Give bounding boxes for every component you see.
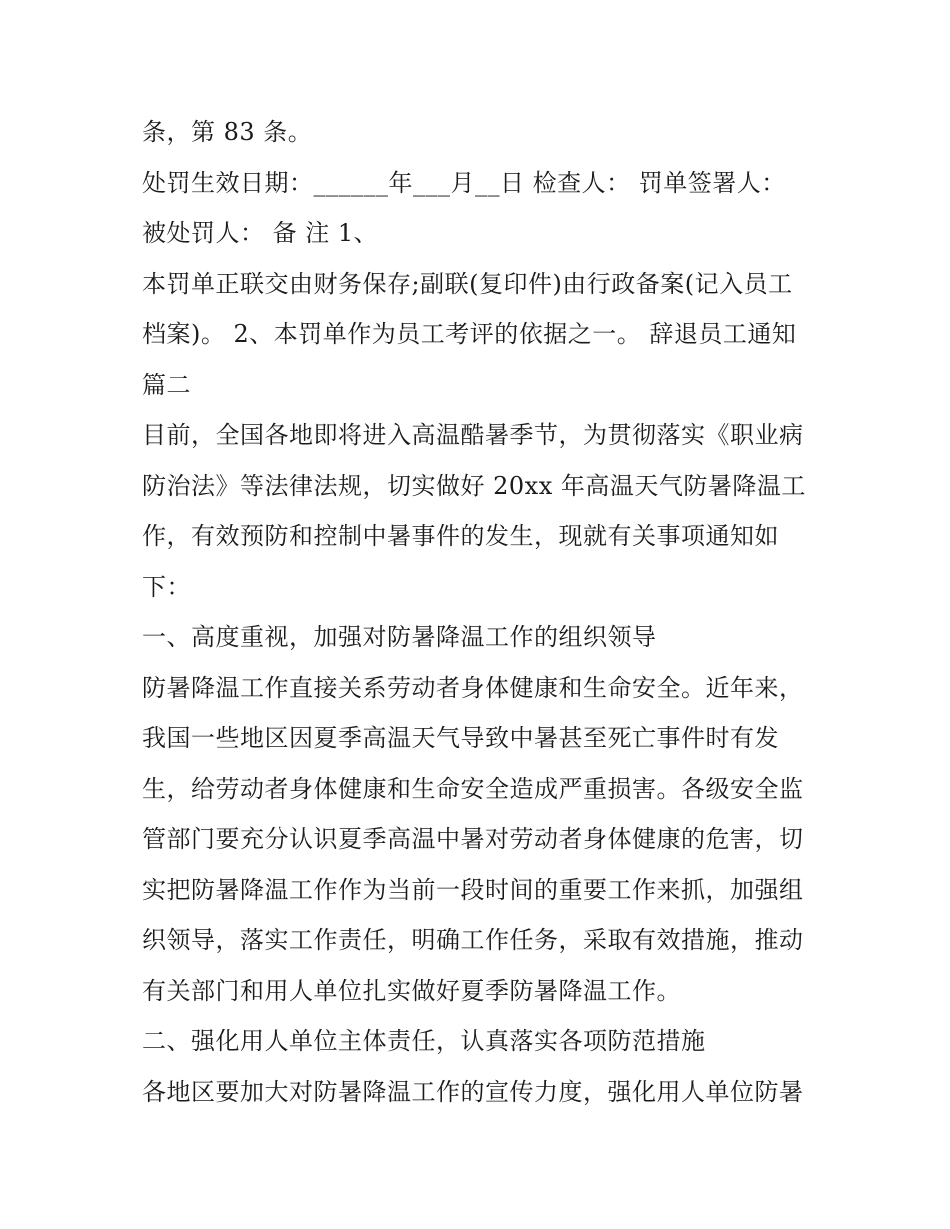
text-line: 作，有效预防和控制中暑事件的发生，现就有关事项通知如: [142, 522, 779, 550]
text-line: 处罚生效日期：______年___月__日 检查人： 罚单签署人：: [142, 168, 786, 197]
document-body: [142, 107, 822, 1117]
text-line: 实把防暑降温工作作为当前一段时间的重要工作来抓，加强组: [142, 875, 804, 904]
section-heading: 篇二: [142, 370, 191, 399]
text-line: 下：: [142, 572, 191, 601]
text-line: 我国一些地区因夏季高温天气导致中暑甚至死亡事件时有发: [142, 724, 779, 752]
text-line: 本罚单正联交由财务保存;副联(复印件)由行政备案(记入员工: [142, 269, 793, 298]
text-line: 管部门要充分认识夏季高温中暑对劳动者身体健康的危害，切: [142, 825, 804, 853]
text-line: 生，给劳动者身体健康和生命安全造成严重损害。各级安全监: [142, 774, 804, 803]
text-line: 条，第 83 条。: [142, 118, 313, 146]
section-heading: 一、高度重视，加强对防暑降温工作的组织领导: [142, 623, 657, 651]
text-line: 被处罚人： 备 注 1、: [142, 219, 379, 247]
text-line: 档案)。 2、本罚单作为员工考评的依据之一。 辞退员工通知: [142, 320, 797, 348]
text-line: 有关部门和用人单位扎实做好夏季防暑降温工作。: [142, 976, 681, 1005]
text-line: 织领导，落实工作责任，明确工作任务，采取有效措施，推动: [142, 926, 804, 954]
section-heading: 二、强化用人单位主体责任，认真落实各项防范措施: [142, 1027, 706, 1055]
text-line: 防治法》等法律法规，切实做好 20xx 年高温天气防暑降温工: [142, 471, 806, 500]
text-line: 防暑降温工作直接关系劳动者身体健康和生命安全。近年来，: [142, 673, 804, 702]
text-line: 各地区要加大对防暑降温工作的宣传力度，强化用人单位防暑: [142, 1077, 804, 1106]
text-line: 目前，全国各地即将进入高温酷暑季节，为贯彻落实《职业病: [142, 421, 804, 449]
